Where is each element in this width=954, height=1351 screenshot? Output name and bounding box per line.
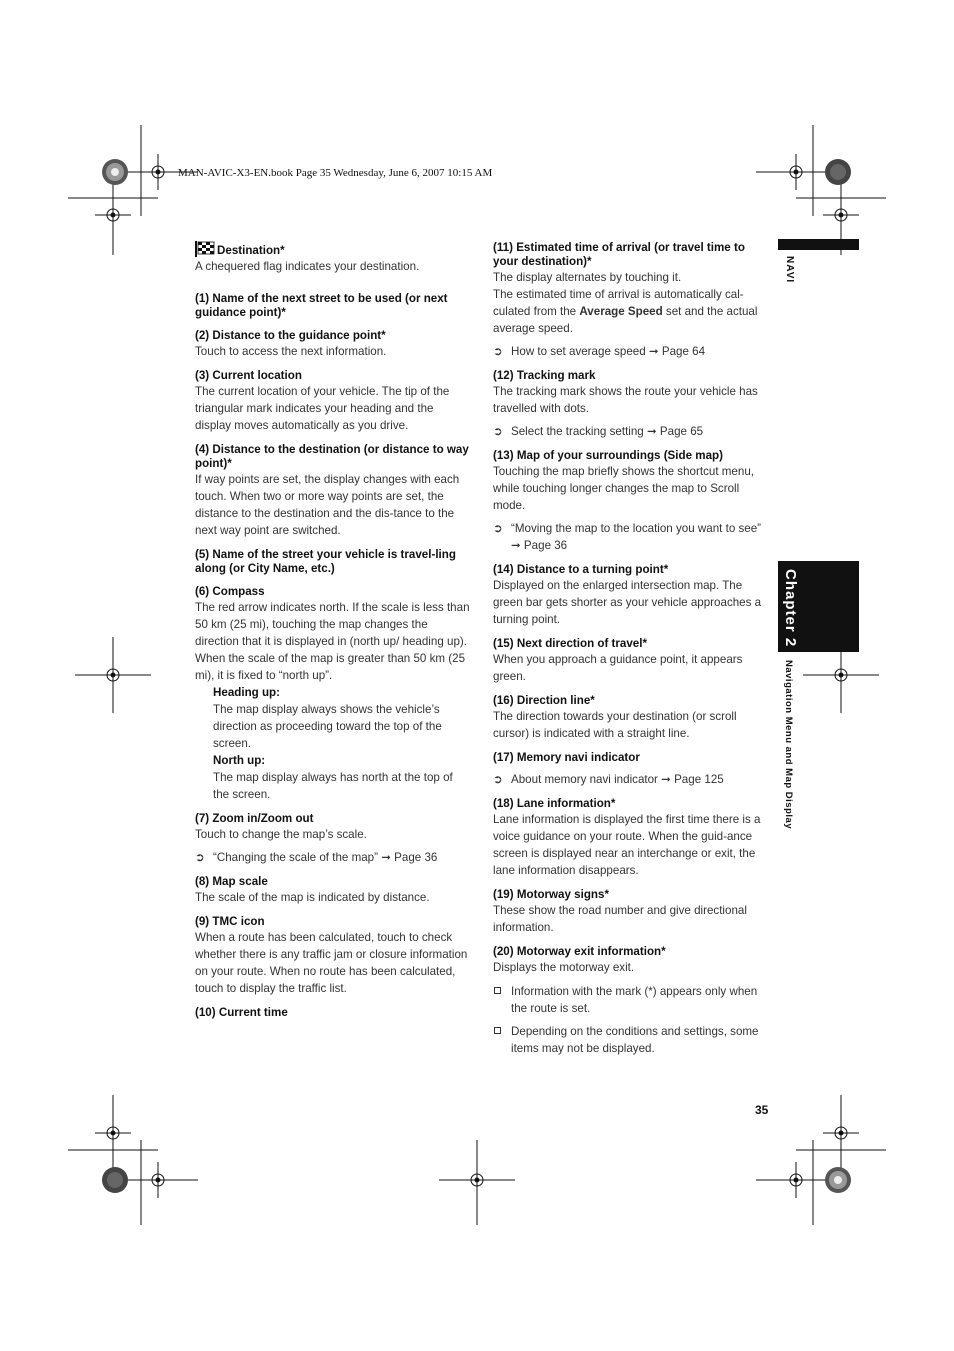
destination-heading: Destination* <box>217 244 285 257</box>
section-destination <box>195 241 470 275</box>
section-5 <box>195 548 470 576</box>
section-5-heading: (5) Name of the street your vehicle is travel-ling along (or City Name, etc.) <box>195 548 456 575</box>
section-10-heading: (10) Current time <box>195 1006 288 1019</box>
average-speed-term: Average Speed <box>579 305 663 318</box>
section-13-text: Touching the map briefly shows the shortcut menu, while touching longer changes the map to Scroll mode. <box>493 465 754 512</box>
note-checkbox-icon <box>494 987 501 994</box>
section-14-heading: (14) Distance to a turning point* <box>493 563 669 576</box>
section-6 <box>195 585 470 803</box>
section-16 <box>493 694 768 742</box>
section-2 <box>195 329 470 360</box>
chapter-label: Chapter 2 <box>782 569 799 648</box>
section-17-ref: About memory navi indicator ➞ Page 125 <box>511 773 724 786</box>
section-2-text: Touch to access the next information. <box>195 345 387 358</box>
section-1 <box>195 292 470 320</box>
heading-up-text: The map display always shows the vehicle’s direction as proceeding toward the top of the screen. <box>213 703 442 750</box>
reference-arrow-icon: ➲ <box>493 425 503 438</box>
section-17-heading: (17) Memory navi indicator <box>493 751 640 764</box>
section-2-heading: (2) Distance to the guidance point* <box>195 329 386 342</box>
section-8-heading: (8) Map scale <box>195 875 268 888</box>
section-12-text: The tracking mark shows the route your vehicle has travelled with dots. <box>493 385 758 415</box>
navi-tab-bar <box>778 239 859 250</box>
section-8 <box>195 875 470 906</box>
section-10 <box>195 1006 470 1020</box>
section-13-heading: (13) Map of your surroundings (Side map) <box>493 449 723 462</box>
chapter-tab <box>778 561 859 652</box>
section-11 <box>493 241 768 360</box>
heading-up-title: Heading up: <box>213 686 280 699</box>
page-number: 35 <box>755 1103 769 1117</box>
section-17 <box>493 751 768 788</box>
section-label: Navigation Menu and Map Display <box>783 660 794 830</box>
section-15 <box>493 637 768 685</box>
section-6-text: The red arrow indicates north. If the scale is less than 50 km (25 mi), touching the map changes the direction that it is displayed in (north up/ heading up). When the scale of the map is greater than 50 km (25 mi), it is fixed to “north up”. <box>195 601 470 682</box>
section-3-heading: (3) Current location <box>195 369 302 382</box>
north-up-title: North up: <box>213 754 266 767</box>
section-7-text: Touch to change the map’s scale. <box>195 828 367 841</box>
section-11-ref: How to set average speed ➞ Page 64 <box>511 345 706 358</box>
section-1-heading: (1) Name of the next street to be used (or next guidance point)* <box>195 292 448 319</box>
section-13 <box>493 449 768 554</box>
section-19 <box>493 888 768 936</box>
section-3-text: The current location of your vehicle. The tip of the triangular mark indicates your heading and the display moves automatically as you drive. <box>195 385 450 432</box>
section-13-ref: “Moving the map to the location you want to see” ➞ Page 36 <box>511 522 762 552</box>
section-7 <box>195 812 470 866</box>
reference-arrow-icon: ➲ <box>493 522 503 535</box>
note-2: Depending on the conditions and settings, some items may not be displayed. <box>511 1025 759 1055</box>
section-14-text: Displayed on the enlarged intersection map. The green bar gets shorter as your vehicle approaches a turning point. <box>493 579 762 626</box>
chequered-flag-icon <box>195 241 215 257</box>
section-19-heading: (19) Motorway signs* <box>493 888 609 901</box>
section-18 <box>493 797 768 879</box>
section-9-heading: (9) TMC icon <box>195 915 265 928</box>
section-18-text: Lane information is displayed the first time there is a voice guidance on your route. When the guid-ance screen is displayed near an interchange or exit, the lane information disappears. <box>493 813 761 877</box>
note-1: Information with the mark (*) appears only when the route is set. <box>511 985 758 1015</box>
section-4-heading: (4) Distance to the destination (or distance to way point)* <box>195 443 469 470</box>
navi-label: NAVI <box>784 256 795 284</box>
section-19-text: These show the road number and give directional information. <box>493 904 747 934</box>
section-11-text-2: The estimated time of arrival is automatically cal-culated from the Average Speed set and the actual average speed. <box>493 288 758 335</box>
section-16-heading: (16) Direction line* <box>493 694 595 707</box>
section-8-text: The scale of the map is indicated by distance. <box>195 891 430 904</box>
section-4 <box>195 443 470 539</box>
reference-arrow-icon: ➲ <box>493 773 503 786</box>
section-20-text: Displays the motorway exit. <box>493 961 635 974</box>
reference-arrow-icon: ➲ <box>493 345 503 358</box>
section-12-heading: (12) Tracking mark <box>493 369 596 382</box>
section-18-heading: (18) Lane information* <box>493 797 616 810</box>
section-20 <box>493 945 768 976</box>
right-column <box>493 241 768 1057</box>
section-11-heading: (11) Estimated time of arrival (or travel time to your destination)* <box>493 241 745 268</box>
section-3 <box>195 369 470 434</box>
file-info-header: MAN-AVIC-X3-EN.book Page 35 Wednesday, June 6, 2007 10:15 AM <box>178 167 493 179</box>
section-20-heading: (20) Motorway exit information* <box>493 945 666 958</box>
section-14 <box>493 563 768 628</box>
section-7-ref: “Changing the scale of the map” ➞ Page 36 <box>213 851 438 864</box>
section-9-text: When a route has been calculated, touch to check whether there is any traffic jam or closure information on your route. When no route has been calculated, touch to display the traffic list. <box>195 931 468 995</box>
section-6-heading: (6) Compass <box>195 585 265 598</box>
reference-arrow-icon: ➲ <box>195 851 205 864</box>
section-16-text: The direction towards your destination (or scroll cursor) is indicated with a straight line. <box>493 710 737 740</box>
section-7-heading: (7) Zoom in/Zoom out <box>195 812 314 825</box>
note-checkbox-icon <box>494 1027 501 1034</box>
north-up-text: The map display always has north at the top of the screen. <box>213 771 453 801</box>
section-9 <box>195 915 470 997</box>
section-12-ref: Select the tracking setting ➞ Page 65 <box>511 425 704 438</box>
destination-text: A chequered flag indicates your destination. <box>195 260 420 273</box>
section-15-text: When you approach a guidance point, it appears green. <box>493 653 743 683</box>
section-12 <box>493 369 768 440</box>
left-column <box>195 241 470 1027</box>
section-11-text-1: The display alternates by touching it. <box>493 271 682 284</box>
section-15-heading: (15) Next direction of travel* <box>493 637 647 650</box>
section-4-text: If way points are set, the display changes with each touch. When two or more way points are set, the distance to the destination and the dis-tance to the next way point are switched. <box>195 473 460 537</box>
heading-up-block <box>195 684 470 803</box>
